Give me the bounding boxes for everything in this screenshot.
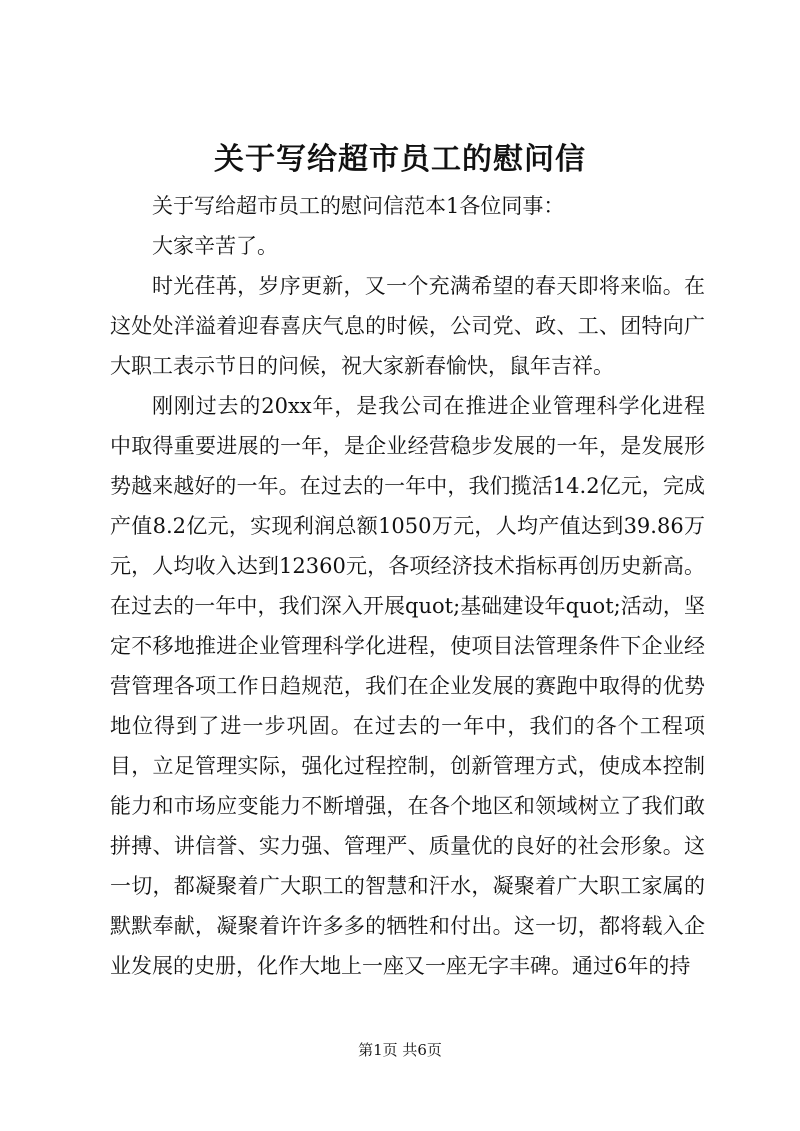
- page-number: 第1页 共6页: [358, 1041, 442, 1059]
- document-title: 关于写给超市员工的慰问信: [214, 142, 586, 177]
- paragraph-greeting: 关于写给超市员工的慰问信范本1各位同事：: [152, 194, 565, 218]
- paragraph-season: 时光荏苒，岁序更新，又一个充满希望的春天即将来临。在这处处洋溢着迎春喜庆气息的时候，公司党、政、工、团特向广大职工表示节日的问候，祝大家新春愉快，鼠年吉祥。: [110, 274, 705, 378]
- paragraph-thanks: 大家辛苦了。: [152, 234, 278, 258]
- document-body: [110, 186, 705, 986]
- paragraph-review: 刚刚过去的20xx年，是我公司在推进企业管理科学化进程中取得重要进展的一年，是企业经营稳步发展的一年，是发展形势越来越好的一年。在过去的一年中，我们揽活14.2亿元，完成产值8.2亿元，实现利润总额1050万元，人均产值达到39.86万元，人均收入达到12360元，各项经济技术指标再创历史新高。在过去的一年中，我们深入开展quot;基础建设年quot;活动，坚定不移地推进企业管理科学化进程，使项目法管理条件下企业经营管理各项工作日趋规范，我们在企业发展的赛跑中取得的优势地位得到了进一步巩固。在过去的一年中，我们的各个工程项目，立足管理实际，强化过程控制，创新管理方式，使成本控制能力和市场应变能力不断增强，在各个地区和领域树立了我们敢拼搏、讲信誉、实力强、管理严、质量优的良好的社会形象。这一切，都凝聚着广大职工的智慧和汗水，凝聚着广大职工家属的默默奉献，凝聚着许许多多的牺牲和付出。这一切，都将载入企业发展的史册，化作大地上一座又一座无字丰碑。通过6年的持: [110, 394, 705, 978]
